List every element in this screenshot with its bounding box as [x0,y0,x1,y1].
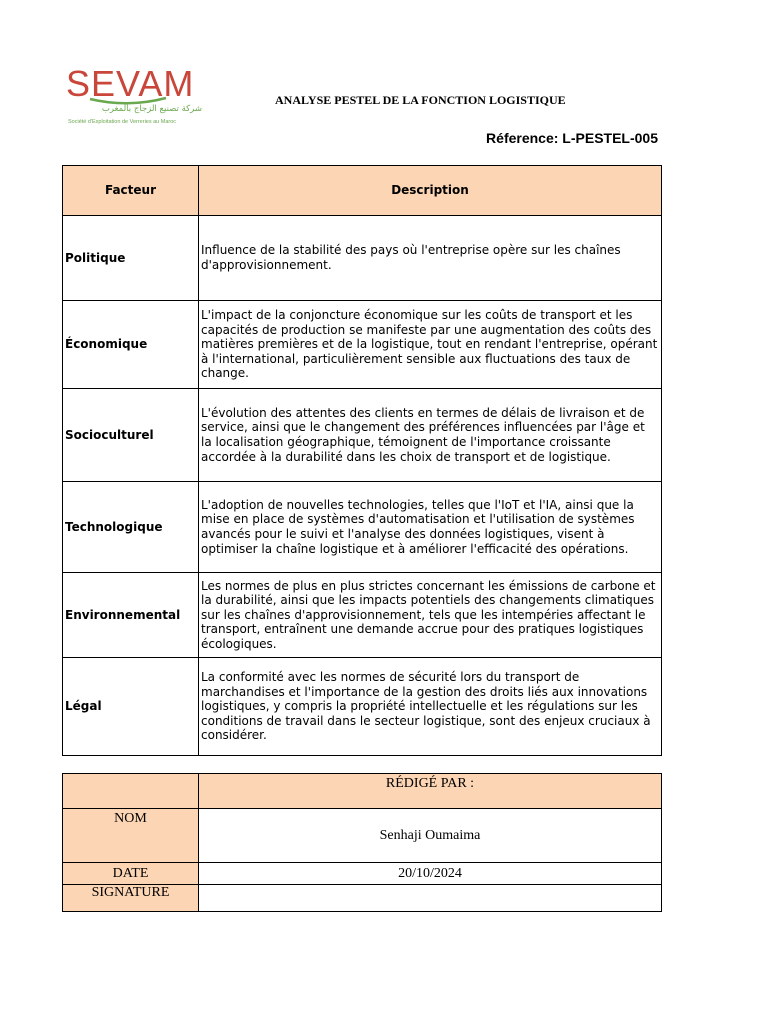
redige-row [63,774,662,809]
pestel-header-row [63,166,662,216]
column-header-description: Description [199,166,662,216]
date-row [63,863,662,885]
logo-subtitle: Société d'Exploitation de Verreries au Maroc [68,119,177,125]
signoff-table [62,773,662,912]
document-reference: Réference: L-PESTEL-005 [486,130,658,146]
factor-cell: Environnemental [63,573,199,658]
document-title: ANALYSE PESTEL DE LA FONCTION LOGISTIQUE [275,93,566,107]
redige-label: RÉDIGÉ PAR : [199,774,662,809]
description-cell: L'évolution des attentes des clients en termes de délais de livraison et de service, ainsi que le changement des préférences influencées par l'âge et la localisation géographique, témoignent de l'importance croissante accordée à la durabilité dans les choix de transport et de logistique. [199,389,662,482]
signature-row [63,885,662,912]
description-cell: Les normes de plus en plus strictes concernant les émissions de carbone et la durabilité, ainsi que les impacts potentiels des changements climatiques sur les chaînes d'approvisionnement, tels que les intempéries affectant le transport, entraînent une demande accrue pour des pratiques logistiques écologiques. [199,573,662,658]
pestel-table [62,165,662,756]
description-cell: La conformité avec les normes de sécurité lors du transport de marchandises et l'importance de la gestion des droits liés aux innovations logistiques, y compris la propriété intellectuelle et les régulations sur les conditions de travail dans le secteur logistique, sont des enjeux cruciaux à considérer. [199,658,662,756]
date-value: 20/10/2024 [199,863,662,885]
table-row-politique [63,216,662,301]
table-row-technologique [63,482,662,573]
signature-label: SIGNATURE [63,885,199,912]
redige-empty-cell [63,774,199,809]
column-header-factor: Facteur [63,166,199,216]
description-cell: L'adoption de nouvelles technologies, telles que l'IoT et l'IA, ainsi que la mise en place de systèmes d'automatisation et l'utilisation de systèmes avancés pour le suivi et l'analyse des données logistiques, visent à optimiser la chaîne logistique et à améliorer l'efficacité des opérations. [199,482,662,573]
factor-cell: Technologique [63,482,199,573]
factor-cell: Économique [63,301,199,389]
factor-cell: Socioculturel [63,389,199,482]
company-logo [66,63,202,130]
nom-value: Senhaji Oumaima [199,809,662,863]
description-cell: L'impact de la conjoncture économique sur les coûts de transport et les capacités de production se manifeste par une augmentation des coûts des matières premières et de la logistique, tout en rendant l'entreprise, opérant à l'international, particulièrement sensible aux fluctuations des taux de change. [199,301,662,389]
signature-value [199,885,662,912]
nom-row [63,809,662,863]
logo-wordmark: SEVAM [66,63,195,104]
table-row-economique [63,301,662,389]
date-label: DATE [63,863,199,885]
table-row-socioculturel [63,389,662,482]
factor-cell: Politique [63,216,199,301]
description-cell: Influence de la stabilité des pays où l'entreprise opère sur les chaînes d'approvisionnement. [199,216,662,301]
table-row-environnemental [63,573,662,658]
logo-arabic-text: شركة تصنيع الزجاج بالمغرب [101,104,202,114]
factor-cell: Légal [63,658,199,756]
nom-label: NOM [63,809,199,863]
table-row-legal [63,658,662,756]
